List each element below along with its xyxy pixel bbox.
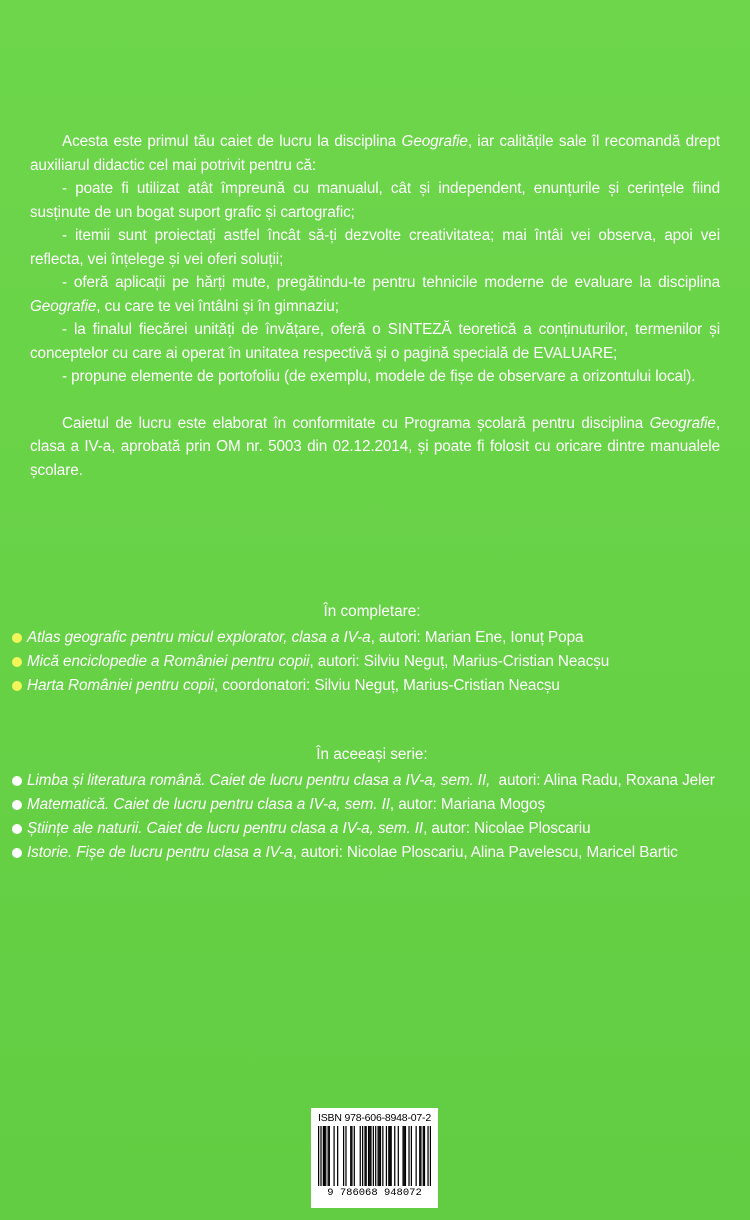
subject-name: Geografie — [30, 297, 97, 315]
barcode-bar — [420, 1126, 421, 1186]
book-authors: , autori: Silviu Neguț, Marius-Cristian Neacșu — [309, 653, 610, 670]
barcode-bar — [368, 1126, 369, 1186]
intro-text — [30, 130, 720, 482]
bullet-icon — [12, 824, 22, 834]
book-title: Istorie. Fișe de lucru pentru clasa a IV-a — [27, 844, 293, 861]
barcode-bar — [373, 1126, 374, 1186]
feature-5: - propune elemente de portofoliu (de exemplu, modele de fișe de observare a orizontului local). — [62, 368, 696, 385]
list-item — [12, 674, 732, 698]
barcode-bar — [391, 1126, 392, 1186]
barcode-bar — [324, 1126, 325, 1186]
text: Caietul de lucru este elaborat în conformitate cu Programa școlară pentru disciplina — [62, 414, 650, 432]
complementary-section — [12, 600, 732, 698]
bullet-icon — [12, 681, 22, 691]
list-item — [12, 793, 732, 817]
barcode-bar — [389, 1126, 390, 1186]
barcode-bar — [345, 1126, 346, 1186]
series-list — [12, 769, 732, 865]
text: , cu care te vei întâlni și în gimnaziu; — [96, 297, 339, 315]
feature-1: - poate fi utilizat atât împreună cu manualul, cât și independent, enunțurile și cerințele fiind susținute de un bogat suport grafic și cartografic; — [30, 180, 720, 221]
barcode-bar — [416, 1126, 417, 1186]
feature-4: - la finalul fiecărei unități de învățare, oferă o SINTEZĂ teoretică a conținuturilor, termenilor și conceptelor cu care ai operat în unitatea respectivă și o pagină specială de EVALUARE; — [30, 321, 720, 362]
barcode-bar — [402, 1126, 403, 1186]
barcode-bar — [318, 1126, 319, 1186]
book-authors: , autor: Nicolae Ploscariu — [423, 820, 591, 837]
book-authors: , autori: Nicolae Ploscariu, Alina Pavelescu, Maricel Bartic — [292, 844, 678, 861]
barcode-bar — [423, 1126, 424, 1186]
barcode-bar — [337, 1126, 338, 1186]
subject-name: Geografie — [649, 414, 716, 432]
text: Acesta este primul tău caiet de lucru la disciplina — [62, 133, 402, 150]
barcode-digits: 9 786068 948072 — [327, 1187, 422, 1199]
book-authors: , autor: Mariana Mogoș — [389, 796, 546, 813]
book-title: Matematică. Caiet de lucru pentru clasa a IV-a, sem. II — [27, 796, 390, 813]
book-authors: autori: Alina Radu, Roxana Jeler — [490, 772, 715, 789]
barcode-bar — [329, 1126, 330, 1186]
barcode-bars — [318, 1126, 431, 1186]
book-title: Harta României pentru copii — [27, 677, 214, 694]
complementary-list — [12, 626, 732, 698]
bullet-icon — [12, 657, 22, 667]
barcode-bar — [366, 1126, 367, 1186]
barcode-bar — [408, 1126, 409, 1186]
subject-name: Geografie — [401, 133, 468, 150]
barcode-bar — [427, 1126, 428, 1186]
barcode-bar — [405, 1126, 406, 1186]
text: , clasa a IV-a, aprobată prin OM nr. 5003 din 02.12.2014, și poate fi folosit cu oricare dintre manualele școlare. — [30, 414, 720, 479]
barcode-bar — [424, 1126, 425, 1186]
barcode-bar — [370, 1126, 371, 1186]
barcode-bar — [351, 1126, 352, 1186]
barcode-bar — [375, 1126, 376, 1186]
list-item — [12, 841, 732, 865]
book-title: Atlas geografic pentru micul explorator, clasa a IV-a — [27, 629, 371, 646]
feature-3 — [30, 271, 720, 318]
curriculum-paragraph — [30, 412, 720, 483]
barcode-bar — [323, 1126, 324, 1186]
barcode-bar — [388, 1126, 389, 1186]
barcode-bar — [362, 1126, 363, 1186]
series-heading: În aceeași serie: — [316, 746, 428, 763]
book-authors: , coordonatori: Silviu Neguț, Marius-Cristian Neacșu — [213, 677, 560, 694]
barcode-bar — [430, 1126, 431, 1186]
barcode-bar — [343, 1126, 344, 1186]
isbn-label: ISBN 978-606-8948-07-2 — [318, 1112, 431, 1124]
barcode-bar — [404, 1126, 405, 1186]
text: , iar calitățile sale îl recomandă drept auxiliarul didactic cel mai potrivit pentru că: — [30, 133, 721, 174]
barcode-bar — [333, 1126, 334, 1186]
bullet-icon — [12, 633, 22, 643]
barcode-bar — [382, 1126, 383, 1186]
barcode-bar — [360, 1126, 361, 1186]
barcode-bar — [369, 1126, 370, 1186]
complementary-heading: În completare: — [323, 603, 421, 620]
barcode-bar — [380, 1126, 381, 1186]
list-item — [12, 650, 732, 674]
barcode-bar — [398, 1126, 399, 1186]
barcode-bar — [419, 1126, 420, 1186]
barcode-bar — [328, 1126, 329, 1186]
list-item — [12, 817, 732, 841]
barcode-bar — [377, 1126, 378, 1186]
barcode-bar — [411, 1126, 412, 1186]
intro-paragraph — [30, 130, 720, 177]
barcode-bar — [364, 1126, 365, 1186]
text: - oferă aplicații pe hărți mute, pregătindu-te pentru tehnicile moderne de evaluare la disciplina — [62, 274, 720, 291]
barcode — [311, 1108, 438, 1208]
series-section — [12, 743, 732, 865]
bullet-icon — [12, 800, 22, 810]
barcode-bar — [354, 1126, 355, 1186]
bullet-icon — [12, 776, 22, 786]
bullet-icon — [12, 848, 22, 858]
book-authors: , autori: Marian Ene, Ionuț Popa — [370, 629, 584, 646]
book-title: Științe ale naturii. Caiet de lucru pentru clasa a IV-a, sem. II — [27, 820, 424, 837]
barcode-bar — [386, 1126, 387, 1186]
barcode-bar — [350, 1126, 351, 1186]
barcode-bar — [325, 1126, 326, 1186]
barcode-bar — [394, 1126, 395, 1186]
list-item — [12, 626, 732, 650]
list-item — [12, 769, 732, 793]
book-title: Mică enciclopedie a României pentru copii — [27, 653, 310, 670]
book-title: Limba și literatura română. Caiet de lucru pentru clasa a IV-a, sem. II, — [27, 772, 491, 789]
barcode-bar — [320, 1126, 321, 1186]
feature-2: - itemii sunt proiectați astfel încât să-ți dezvolte creativitatea; mai întâi vei observa, apoi vei reflecta, vei înțelege și vei oferi soluții; — [30, 227, 720, 268]
barcode-bar — [379, 1126, 380, 1186]
